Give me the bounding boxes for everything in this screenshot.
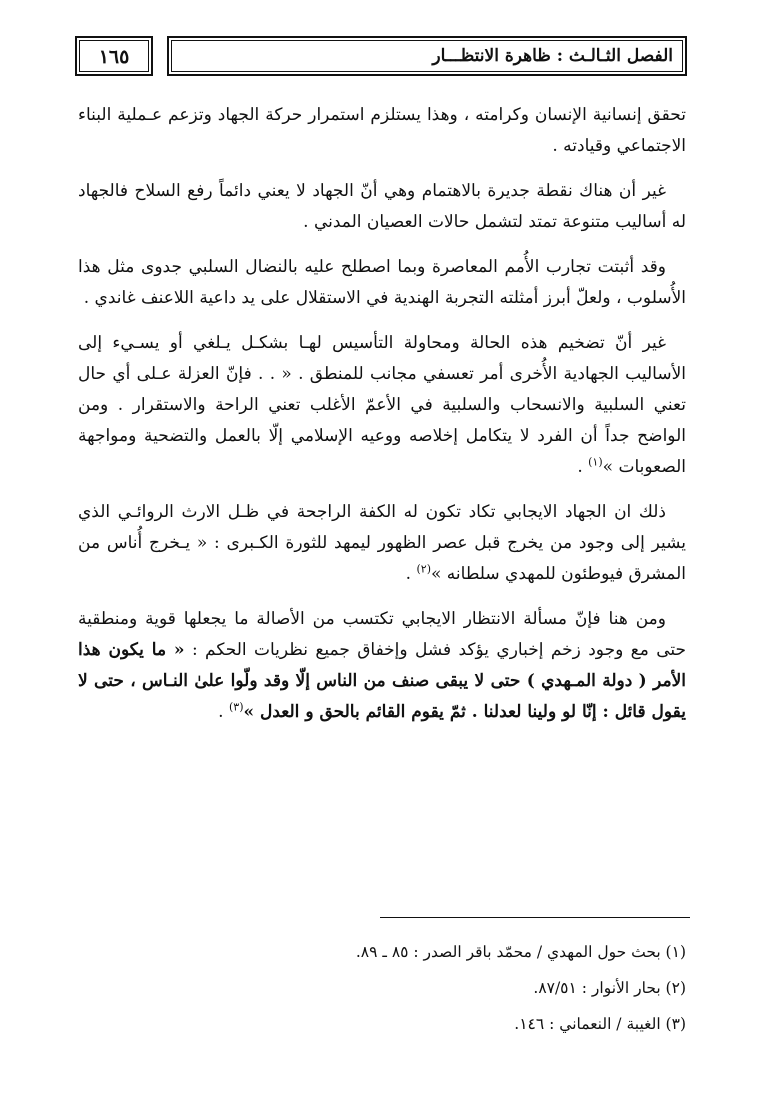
page-number-box <box>75 36 153 76</box>
paragraph-5: ذلك ان الجهاد الايجابي تكاد تكون له الكفة الراجحة في ظـل الارث الروائـي الذي يشير إلى وجود من يخرج قبل عصر الظهور ليمهد للثورة الكـبرى : « يـخرج أُناس من المشرق فيوطئون للمهدي سلطانه »$^{(٢)}$ . <box>78 502 686 584</box>
footnote-ref-3: (٣) <box>228 700 244 714</box>
footnote-ref-2: (٢) <box>416 562 431 576</box>
chapter-title-box <box>167 36 687 76</box>
paragraph-6: ومن هنا فإنّ مسألة الانتظار الايجابي تكتسب من الأصالة ما يجعلها قوية ومنطقية حتى مع وجود زخم إخباري يؤكد فشل وإخفاق جميع نظريات الحكم : « ما يكون هذا الأمر ( دولة المـهدي ) حتى لا يبقى صنف من الناس إلّا وقد ولّوا علىٰ النـاس ، حتى لا يقول قائل : إنّا لو ولينا لعدلنا . ثمّ يقوم القائم بالحق و العدل »$^{(٣)}$ . <box>78 609 687 722</box>
paragraph-4: غير أنّ تضخيم هذه الحالة ومحاولة التأسيس لهـا بشكـل يـلغي أو يسـيء إلى الأساليب الجهادية الأُخرى أمر تعسفي مجانب للمنطق . « . . فإنّ العزلة عـلى أي حال تعني السلبية والانسحاب والسلبية في الأعمّ الأغلب تعني الراحة والاستقرار . ومن الواضح جداً أن الفرد لا يتكامل إخلاصه ووعيه الإسلامي إلّا بالعمل والتضحية ومواجهة الصعوبات »$^{(١)}$ . <box>78 333 686 477</box>
paragraph-6-text: ومن هنا فإنّ مسألة الانتظار الايجابي تكتسب من الأصالة ما يجعلها قوية ومنطقية حتى مع وجود زخم إخباري يؤكد فشل وإخفاق جميع نظريات الحكم : <box>78 609 687 660</box>
paragraph-2: غير أن هناك نقطة جديرة بالاهتمام وهي أنّ الجهاد لا يعني دائماً رفع السلاح فالجهاد له أساليب متنوعة تمتد لتشمل حالات العصيان المدني . <box>78 181 686 232</box>
running-header <box>75 36 687 80</box>
paragraph-4-text: غير أنّ تضخيم هذه الحالة ومحاولة التأسيس لهـا بشكـل يـلغي أو يسـيء إلى الأساليب الجهادية الأُخرى أمر تعسفي مجانب للمنطق . « . . فإنّ العزلة عـلى أي حال تعني السلبية والانسحاب والسلبية في الأعمّ الأغلب تعني الراحة والاستقرار . ومن الواضح جداً أن الفرد لا يتكامل إخلاصه ووعيه الإسلامي إلّا بالعمل والتضحية ومواجهة الصعوبات » <box>78 333 686 477</box>
footnote-3: (٣) الغيبة / النعماني : ١٤٦. <box>514 1015 686 1033</box>
paragraph-3: وقد أثبتت تجارب الأُمم المعاصرة وبما اصطلح عليه بالنضال السلبي جدوى مثل هذا الأُسلوب ، ولعلّ أبرز أمثلته التجربة الهندية في الاستقلال على يد داعية اللاعنف غاندي . <box>78 257 686 308</box>
paragraph-5-text: ذلك ان الجهاد الايجابي تكاد تكون له الكفة الراجحة في ظـل الارث الروائـي الذي يشير إلى وجود من يخرج قبل عصر الظهور ليمهد للثورة الكـبرى : « يـخرج أُناس من المشرق فيوطئون للمهدي سلطانه » <box>78 502 686 584</box>
page-number: ١٦٥ <box>98 46 130 68</box>
main-text <box>78 100 686 742</box>
footnotes <box>82 934 690 1042</box>
footnote-divider <box>380 917 690 918</box>
footnote-ref-1: (١) <box>588 455 603 469</box>
footnote-2: (٢) بحار الأنوار : ٨٧/٥١. <box>533 979 686 997</box>
chapter-title: الفصل الثـالـث : ظاهرة الانتظـــار <box>432 46 673 66</box>
footnote-1: (١) بحث حول المهدي / محمّد باقر الصدر : ٨٥ ـ ٨٩. <box>355 943 686 961</box>
paragraph-1: تحقق إنسانية الإنسان وكرامته ، وهذا يستلزم استمرار حركة الجهاد وتزعم عـملية البناء الاجتماعي وقيادته . <box>78 105 686 156</box>
paragraph-6-quote: « ما يكون هذا الأمر ( دولة المـهدي ) حتى لا يبقى صنف من الناس إلّا وقد ولّوا علىٰ النـاس ، حتى لا يقول قائل : إنّا لو ولينا لعدلنا . ثمّ يقوم القائم بالحق و العدل » <box>78 640 686 722</box>
